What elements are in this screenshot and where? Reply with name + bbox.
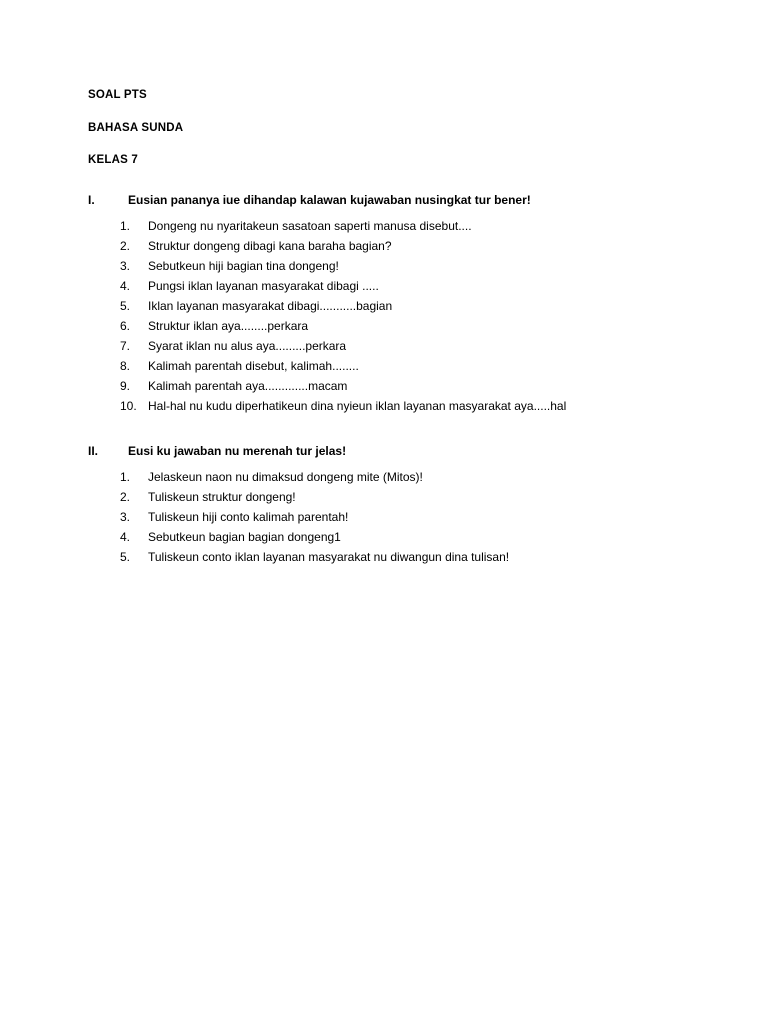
list-item bbox=[88, 236, 688, 256]
question-text: Pungsi iklan layanan masyarakat dibagi ..... bbox=[148, 278, 379, 293]
document-title-line-3: KELAS 7 bbox=[88, 154, 138, 166]
section-two-header bbox=[88, 444, 688, 458]
document-body bbox=[88, 90, 688, 567]
question-text: Kalimah parentah aya.............macam bbox=[148, 378, 348, 393]
question-number: 3. bbox=[120, 509, 131, 524]
section-two bbox=[88, 444, 688, 567]
question-text: Iklan layanan masyarakat dibagi...........bagian bbox=[148, 298, 393, 313]
question-number: 8. bbox=[120, 358, 131, 373]
question-number: 2. bbox=[120, 238, 131, 253]
question-number: 5. bbox=[120, 298, 131, 313]
question-text: Struktur iklan aya........perkara bbox=[148, 318, 309, 333]
section-one bbox=[88, 193, 688, 416]
list-item bbox=[88, 527, 688, 547]
question-text: Dongeng nu nyaritakeun sasatoan saperti manusa disebut.... bbox=[148, 218, 472, 233]
question-text: Hal-hal nu kudu diperhatikeun dina nyieun iklan layanan masyarakat aya.....hal bbox=[148, 398, 567, 413]
list-item bbox=[88, 276, 688, 296]
question-number: 10. bbox=[120, 398, 137, 413]
question-text: Sebutkeun hiji bagian tina dongeng! bbox=[148, 258, 339, 273]
question-number: 1. bbox=[120, 218, 131, 233]
question-number: 4. bbox=[120, 278, 131, 293]
list-item bbox=[88, 296, 688, 316]
list-item bbox=[88, 547, 688, 567]
question-number: 6. bbox=[120, 318, 131, 333]
list-item bbox=[88, 396, 688, 416]
question-number: 3. bbox=[120, 258, 131, 273]
section-one-question-list bbox=[88, 216, 688, 416]
document-title-line-1: SOAL PTS bbox=[88, 89, 147, 101]
question-text: Tuliskeun hiji conto kalimah parentah! bbox=[148, 509, 349, 524]
question-text: Syarat iklan nu alus aya.........perkara bbox=[148, 338, 347, 353]
question-text: Struktur dongeng dibagi kana baraha bagian? bbox=[148, 238, 392, 253]
section-one-numeral: I. bbox=[88, 192, 95, 207]
section-one-title: Eusian pananya iue dihandap kalawan kujawaban nusingkat tur bener! bbox=[128, 192, 531, 207]
document-title-line-2: BAHASA SUNDA bbox=[88, 121, 184, 134]
section-two-numeral: II. bbox=[88, 443, 99, 458]
question-number: 9. bbox=[120, 378, 131, 393]
list-item bbox=[88, 216, 688, 236]
section-one-header bbox=[88, 193, 688, 207]
list-item bbox=[88, 336, 688, 356]
list-item bbox=[88, 376, 688, 396]
section-two-question-list bbox=[88, 467, 688, 567]
list-item bbox=[88, 256, 688, 276]
question-text: Tuliskeun conto iklan layanan masyarakat nu diwangun dina tulisan! bbox=[148, 549, 510, 564]
list-item bbox=[88, 316, 688, 336]
section-two-title: Eusi ku jawaban nu merenah tur jelas! bbox=[128, 443, 347, 458]
question-number: 4. bbox=[120, 529, 131, 544]
question-number: 7. bbox=[120, 338, 131, 353]
question-text: Kalimah parentah disebut, kalimah........ bbox=[148, 358, 359, 373]
question-number: 5. bbox=[120, 549, 131, 564]
question-text: Sebutkeun bagian bagian dongeng1 bbox=[148, 529, 341, 544]
list-item bbox=[88, 356, 688, 376]
list-item bbox=[88, 467, 688, 487]
question-text: Tuliskeun struktur dongeng! bbox=[148, 489, 296, 504]
question-number: 2. bbox=[120, 489, 131, 504]
list-item bbox=[88, 507, 688, 527]
question-number: 1. bbox=[120, 469, 131, 484]
question-text: Jelaskeun naon nu dimaksud dongeng mite (Mitos)! bbox=[148, 469, 423, 484]
list-item bbox=[88, 487, 688, 507]
